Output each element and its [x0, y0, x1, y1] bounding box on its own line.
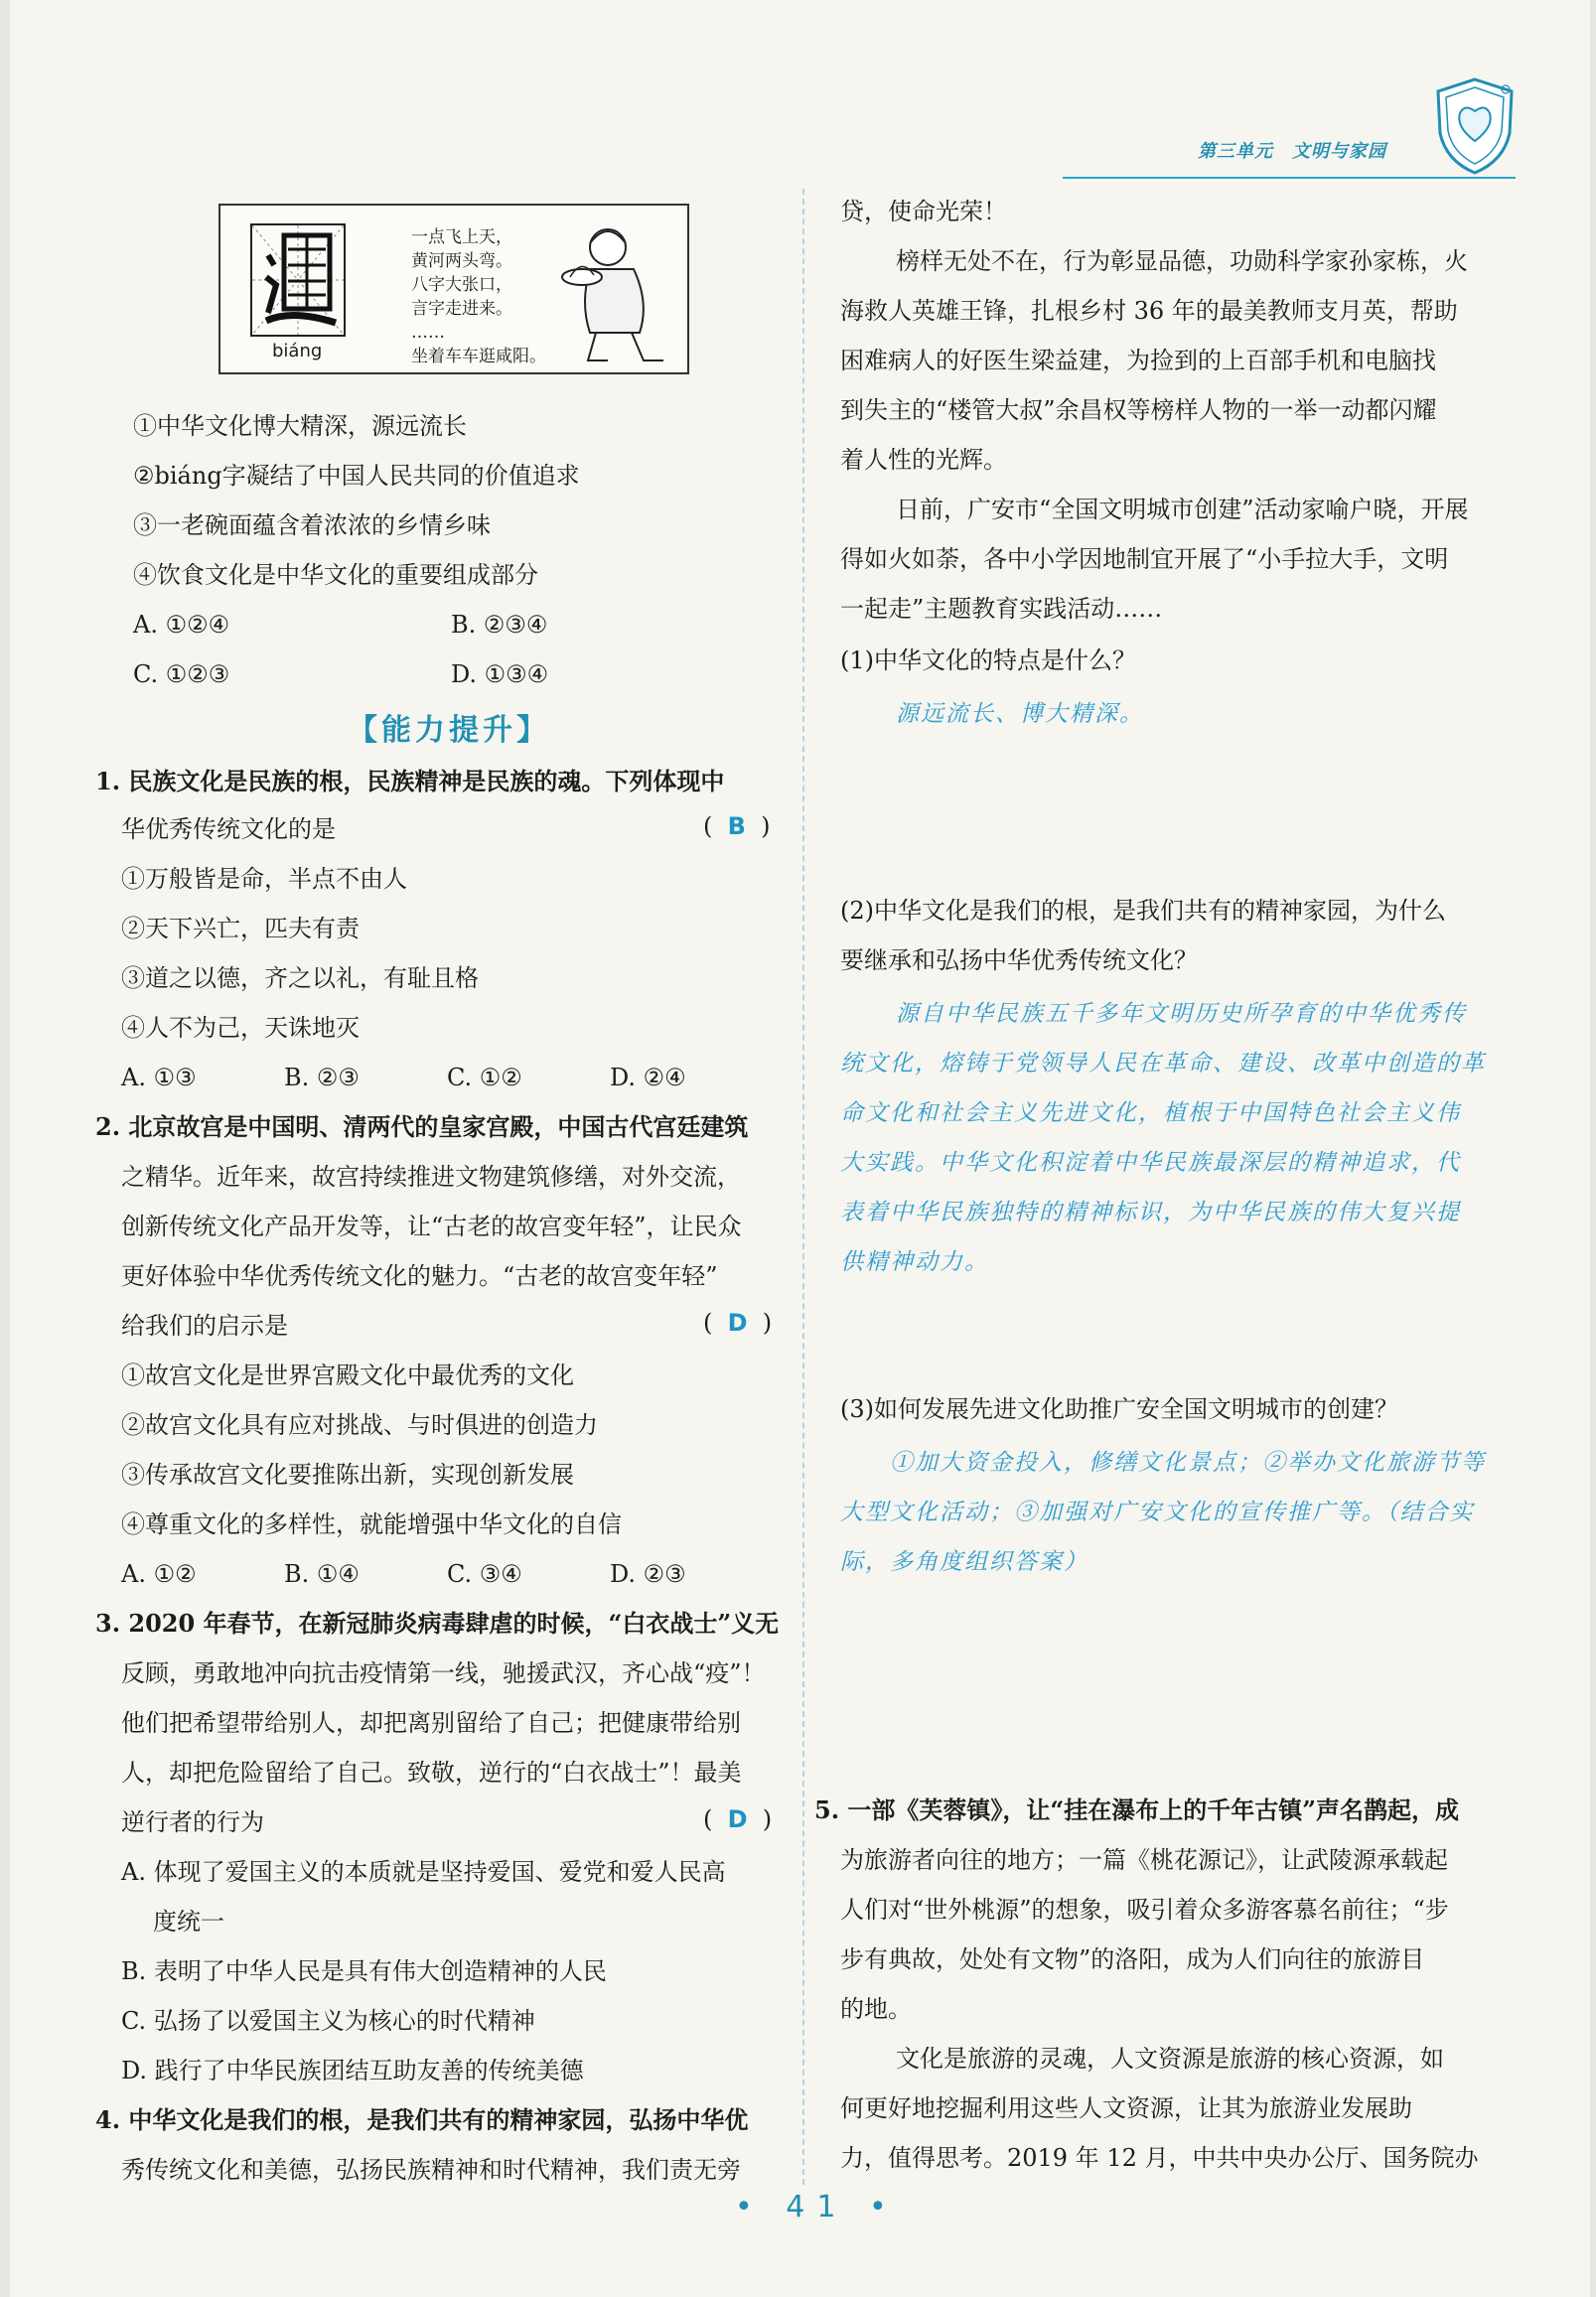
q3-option-b: B. 表明了中华人民是具有伟大创造精神的人民 — [121, 1957, 607, 1985]
biang-poem — [411, 225, 546, 368]
poem-line: 黄河两头弯。 — [411, 251, 512, 271]
prev-option: ②biáng字凝结了中国人民共同的价值追求 — [133, 462, 580, 490]
q4-cont: 着人性的光辉。 — [840, 446, 1007, 474]
q1-choice-b: B. ②③ — [284, 1064, 360, 1091]
q4-cont: 榜样无处不在，行为彰显品德，功勋科学家孙家栋，火 — [896, 247, 1468, 275]
section-title-ability: 【能力提升】 — [348, 713, 550, 748]
q4-cont: 海救人英雄王锋，扎根乡村 36 年的最美教师支月英，帮助 — [840, 297, 1458, 325]
q3-answer-box: ( D ) — [703, 1805, 773, 1833]
q4-stem: 4. 中华文化是我们的根，是我们共有的精神家园，弘扬中华优 — [95, 2105, 749, 2134]
poem-line: …… — [411, 323, 445, 343]
q1-stem: 华优秀传统文化的是 — [121, 815, 336, 843]
poem-line: 坐着车车逛咸阳。 — [411, 347, 546, 366]
q1-option: ④人不为己，天诛地灭 — [121, 1014, 360, 1042]
q1-choice-d: D. ②④ — [610, 1064, 686, 1091]
q3-option-d: D. 践行了中华民族团结互助友善的传统美德 — [121, 2057, 584, 2084]
sub2-answer: 表着中华民族独特的精神标识，为中华民族的伟大复兴提 — [840, 1200, 1461, 1225]
sub2-answer: 大实践。中华文化积淀着中华民族最深层的精神追求，代 — [840, 1150, 1461, 1176]
unit-title: 第三单元 文明与家园 — [1198, 141, 1386, 162]
q1-option: ①万般皆是命，半点不由人 — [121, 865, 407, 893]
prev-choice-d: D. ①③④ — [451, 660, 549, 688]
poem-line: 一点飞上天， — [411, 227, 512, 247]
q2-option: ②故宫文化具有应对挑战、与时俱进的创造力 — [121, 1411, 598, 1439]
q4-stem: 秀传统文化和美德，弘扬民族精神和时代精神，我们责无旁 — [121, 2156, 741, 2184]
q2-stem: 创新传统文化产品开发等，让“古老的故宫变年轻”，让民众 — [121, 1213, 742, 1240]
q1-answer-box: ( B ) — [703, 812, 771, 840]
header-rule — [1063, 177, 1516, 179]
sub3-answer: ①加大资金投入，修缮文化景点；②举办文化旅游节等 — [890, 1450, 1486, 1476]
q5-stem: 的地。 — [840, 1995, 912, 2023]
q1-stem: 1. 民族文化是民族的根，民族精神是民族的魂。下列体现中 — [95, 767, 725, 795]
poem-line: 言字走进来。 — [411, 299, 512, 319]
sub2-question: (2)中华文化是我们的根，是我们共有的精神家园，为什么 — [840, 897, 1446, 925]
q1-option: ②天下兴亡，匹夫有责 — [121, 915, 360, 942]
q2-stem: 2. 北京故宫是中国明、清两代的皇家宫殿，中国古代宫廷建筑 — [95, 1112, 749, 1141]
prev-choice-a: A. ①②④ — [133, 611, 230, 639]
prev-choice-b: B. ②③④ — [451, 611, 548, 639]
q4-cont: 贷，使命光荣！ — [840, 198, 1007, 225]
q3-stem: 3. 2020 年春节，在新冠肺炎病毒肆虐的时候，“白衣战士”义无 — [95, 1609, 780, 1638]
q3-answer: D — [727, 1805, 748, 1833]
man-eating-noodles-icon — [560, 214, 683, 366]
q1-choice-c: C. ①② — [447, 1064, 522, 1091]
q5-stem: 5. 一部《芙蓉镇》，让“挂在瀑布上的千年古镇”声名鹊起，成 — [814, 1795, 1460, 1824]
q2-answer: D — [727, 1309, 748, 1337]
prev-choice-c: C. ①②③ — [133, 660, 230, 688]
q5-stem: 人们对“世外桃源”的想象，吸引着众多游客慕名前往；“步 — [840, 1896, 1449, 1924]
page-number: • 41 • — [735, 2190, 899, 2225]
sub2-answer: 命文化和社会主义先进文化，植根于中国特色社会主义伟 — [840, 1100, 1461, 1126]
q3-option-c: C. 弘扬了以爱国主义为核心的时代精神 — [121, 2007, 535, 2035]
q1-choice-a: A. ①③ — [121, 1064, 197, 1091]
q5-stem: 文化是旅游的灵魂，人文资源是旅游的核心资源，如 — [896, 2045, 1444, 2073]
sub2-answer: 供精神动力。 — [840, 1249, 989, 1275]
q2-option: ①故宫文化是世界宫殿文化中最优秀的文化 — [121, 1362, 574, 1389]
q2-choice-b: B. ①④ — [284, 1560, 360, 1588]
sub2-question: 要继承和弘扬中华优秀传统文化？ — [840, 946, 1198, 974]
q3-stem: 他们把希望带给别人，却把离别留给了自己；把健康带给别 — [121, 1709, 741, 1737]
q3-option-a-cont: 度统一 — [153, 1908, 224, 1936]
q2-stem: 给我们的启示是 — [121, 1312, 288, 1340]
q4-cont: 困难病人的好医生梁益建，为捡到的上百部手机和电脑找 — [840, 347, 1436, 374]
poem-line: 八字大张口， — [411, 275, 512, 295]
q3-stem: 逆行者的行为 — [121, 1808, 264, 1836]
q1-option: ③道之以德，齐之以礼，有耻且格 — [121, 964, 479, 992]
prev-option: ③一老碗面蕴含着浓浓的乡情乡味 — [133, 511, 491, 539]
sub1-answer: 源远流长、博大精深。 — [896, 701, 1144, 727]
q2-answer-box: ( D ) — [703, 1309, 773, 1337]
q5-stem: 步有典故，处处有文物”的洛阳，成为人们向往的旅游目 — [840, 1945, 1425, 1973]
shield-logo-icon — [1432, 75, 1518, 177]
pinyin-label: biáng — [272, 341, 323, 361]
prev-option: ④饮食文化是中华文化的重要组成部分 — [133, 561, 538, 589]
q2-choice-a: A. ①② — [121, 1560, 197, 1588]
q5-stem: 力，值得思考。2019 年 12 月，中共中央办公厅、国务院办 — [840, 2144, 1479, 2172]
sub3-answer: 大型文化活动；③加强对广安文化的宣传推广等。（结合实 — [840, 1500, 1475, 1525]
q3-option-a: A. 体现了爱国主义的本质就是坚持爱国、爱党和爱人民高 — [121, 1858, 726, 1886]
q4-cont: 日前，广安市“全国文明城市创建”活动家喻户晓，开展 — [896, 496, 1469, 523]
sub3-answer: 际，多角度组织答案） — [840, 1549, 1088, 1575]
q3-stem: 反顾，勇敢地冲向抗击疫情第一线，驰援武汉，齐心战“疫”！ — [121, 1659, 766, 1687]
q5-stem: 为旅游者向往的地方；一篇《桃花源记》，让武陵源承载起 — [840, 1846, 1448, 1874]
q2-choice-c: C. ③④ — [447, 1560, 522, 1588]
prev-option: ①中华文化博大精深，源远流长 — [133, 412, 467, 440]
column-divider — [802, 189, 804, 2185]
q4-cont: 得如火如荼，各中小学因地制宜开展了“小手拉大手，文明 — [840, 545, 1449, 573]
biang-character-icon — [252, 225, 344, 335]
biang-illustration — [218, 204, 689, 374]
q2-option: ③传承故宫文化要推陈出新，实现创新发展 — [121, 1461, 574, 1489]
q3-stem: 人，却把危险留给了自己。致敬，逆行的“白衣战士”！最美 — [121, 1759, 742, 1787]
sub2-answer: 源自中华民族五千多年文明历史所孕育的中华优秀传 — [896, 1001, 1467, 1027]
sub2-answer: 统文化，熔铸于党领导人民在革命、建设、改革中创造的革 — [840, 1051, 1486, 1077]
q2-stem: 更好体验中华优秀传统文化的魅力。“古老的故宫变年轻” — [121, 1262, 718, 1290]
q4-cont: 到失主的“楼管大叔”余昌权等榜样人物的一举一动都闪耀 — [840, 396, 1437, 424]
q4-cont: 一起走”主题教育实践活动…… — [840, 595, 1163, 623]
q5-stem: 何更好地挖掘利用这些人文资源，让其为旅游业发展助 — [840, 2094, 1412, 2122]
sub1-question: (1)中华文化的特点是什么？ — [840, 646, 1136, 674]
q2-option: ④尊重文化的多样性，就能增强中华文化的自信 — [121, 1510, 622, 1538]
biang-character-box — [250, 223, 346, 337]
q1-answer: B — [727, 812, 746, 840]
q2-stem: 之精华。近年来，故宫持续推进文物建筑修缮，对外交流， — [121, 1163, 741, 1191]
sub3-question: (3)如何发展先进文化助推广安全国文明城市的创建？ — [840, 1395, 1398, 1423]
q2-choice-d: D. ②③ — [610, 1560, 686, 1588]
